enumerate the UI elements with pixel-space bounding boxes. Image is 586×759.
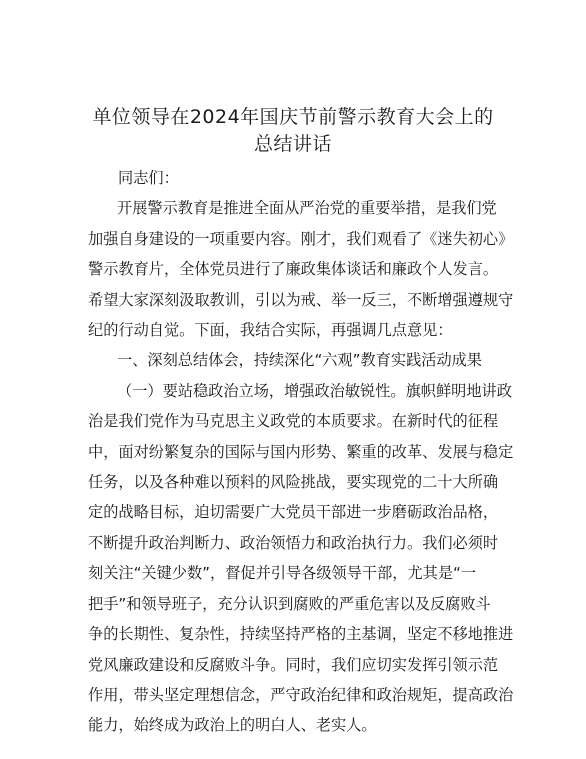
paragraph-2-line-5: 定的战略目标，迫切需要广大党员干部进一步磨砺政治品格，: [88, 503, 499, 521]
paragraph-1-line-3: 警示教育片，全体党员进行了廉政集体谈话和廉政个人发言。: [88, 260, 499, 278]
paragraph-1-line-4: 希望大家深刻汲取教训，引以为戒、举一反三，不断增强遵规守: [88, 291, 514, 309]
document-title-line-1: 单位领导在2024年国庆节前警示教育大会上的: [92, 106, 494, 128]
paragraph-2-line-2: 治是我们党作为马克思主义政党的本质要求。在新时代的征程: [88, 412, 499, 430]
paragraph-2-line-9: 争的长期性、复杂性，持续坚持严格的主基调，坚定不移地推进: [88, 625, 514, 643]
section-heading-1: 一、深刻总结体会，持续深化“六观”教育实践活动成果: [117, 351, 483, 369]
paragraph-1-line-2: 加强自身建设的一项重要内容。刚才，我们观看了《迷失初心》: [88, 230, 514, 248]
document-title-line-2: 总结讲话: [253, 133, 332, 155]
paragraph-2-line-10: 党风廉政建设和反腐败斗争。同时，我们应切实发挥引领示范: [88, 656, 499, 674]
paragraph-2-line-6: 不断提升政治判断力、政治领悟力和政治执行力。我们必须时: [88, 534, 499, 552]
paragraph-1-line-1: 开展警示教育是推进全面从严治党的重要举措，是我们党: [117, 199, 497, 217]
paragraph-2-line-4: 任务，以及各种难以预料的风险挑战，要实现党的二十大所确: [88, 473, 499, 491]
paragraph-2-line-7: 刻关注“关键少数”，督促并引导各级领导干部，尤其是“一: [88, 564, 477, 582]
paragraph-2-line-12: 能力，始终成为政治上的明白人、老实人。: [88, 716, 377, 734]
paragraph-2-line-11: 作用，带头坚定理想信念，严守政治纪律和政治规矩，提高政治: [88, 686, 514, 704]
paragraph-2-line-1: （一）要站稳政治立场，增强政治敏锐性。旗帜鲜明地讲政: [117, 382, 512, 400]
paragraph-2-line-3: 中，面对纷繁复杂的国际与国内形势、繁重的改革、发展与稳定: [88, 443, 514, 461]
paragraph-1-line-5: 纪的行动自觉。下面，我结合实际，再强调几点意见：: [88, 321, 453, 339]
paragraph-2-line-8: 把手”和领导班子，充分认识到腐败的严重危害以及反腐败斗: [88, 595, 491, 613]
salutation: 同志们：: [118, 169, 179, 187]
